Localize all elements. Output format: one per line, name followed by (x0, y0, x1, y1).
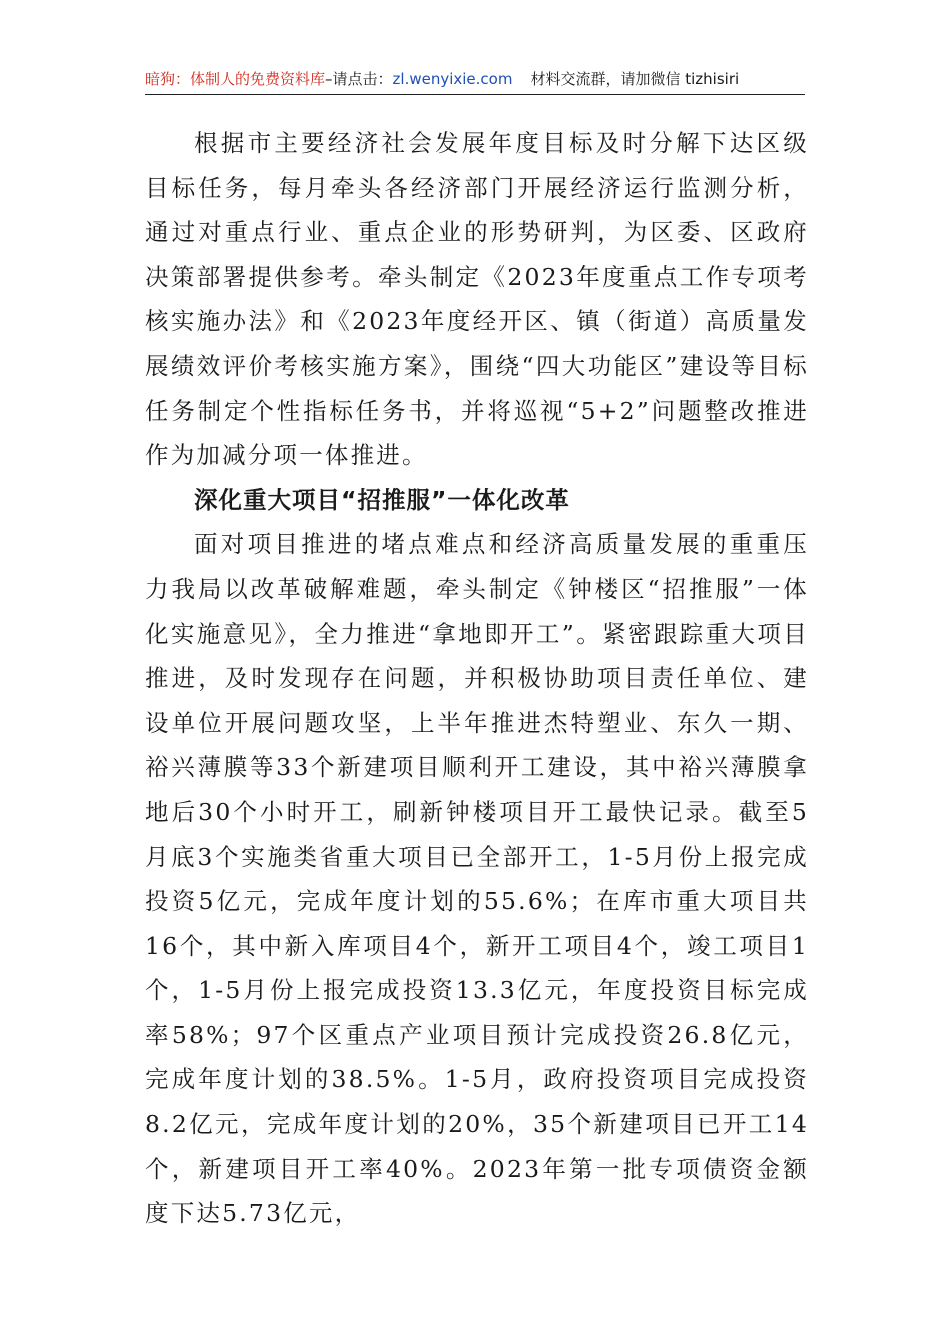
header-brand-text: 暗狗：体制人的免费资料库 (145, 70, 326, 88)
header-contact-text: 材料交流群，请加微信 tizhisiri (530, 70, 740, 88)
section-heading: 深化重大项目“招推服”一体化改革 (194, 485, 570, 514)
header-click-prompt: –请点击： (325, 70, 393, 88)
paragraph-projects: 面对项目推进的堵点难点和经济高质量发展的重重压力我局以改革破解难题，牵头制定《钟楼区“招推服”一体化实施意见》，全力推进“拿地即开工”。紧密跟踪重大项目推进，及时发现存在问题，并积极协助项目责任单位、建设单位开展问题攻坚，上半年推进杰特塑业、东久一期、裕兴薄膜等33个新建项目顺利开工建设，其中裕兴薄膜拿地后30个小时开工，刷新钟楼项目开工最快记录。截至5月底3个实施类省重大项目已全部开工，1-5月份上报完成投资5亿元，完成年度计划的55.6%；在库市重大项目共16个，其中新入库项目4个，新开工项目4个，竣工项目1个，1-5月份上报完成投资13.3亿元，年度投资目标完成率58%；97个区重点产业项目预计完成投资26.8亿元，完成年度计划的38.5%。1-5月，政府投资项目完成投资8.2亿元，完成年度计划的20%，35个新建项目已开工14个，新建项目开工率40%。2023年第一批专项债资金额度下达5.73亿元， (145, 530, 809, 1228)
document-body (145, 121, 809, 1236)
page-header (145, 66, 805, 95)
header-website-link[interactable]: zl.wenyixie.com (392, 70, 513, 88)
paragraph-targets: 根据市主要经济社会发展年度目标及时分解下达区级目标任务，每月牵头各经济部门开展经济运行监测分析，通过对重点行业、重点企业的形势研判，为区委、区政府决策部署提供参考。牵头制定《2023年度重点工作专项考核实施办法》和《2023年度经开区、镇（街道）高质量发展绩效评价考核实施方案》，围绕“四大功能区”建设等目标任务制定个性指标任务书，并将巡视“5+2”问题整改推进作为加减分项一体推进。 (145, 129, 809, 470)
